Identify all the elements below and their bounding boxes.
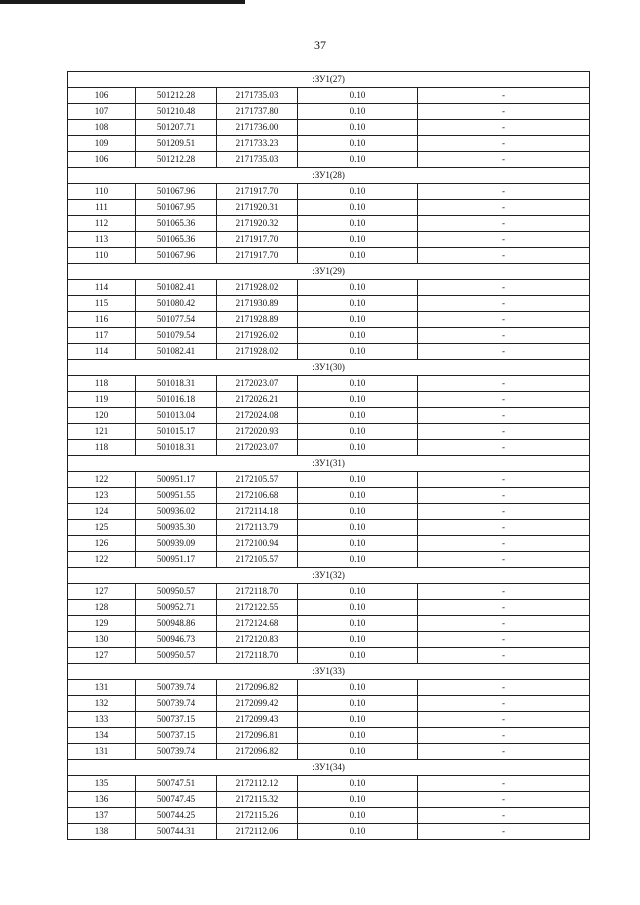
x-coordinate-cell: 500935.30: [136, 520, 217, 536]
accuracy-cell: 0.10: [298, 776, 418, 792]
y-coordinate-cell: 2172122.55: [217, 600, 298, 616]
description-cell: -: [418, 440, 590, 456]
accuracy-cell: 0.10: [298, 120, 418, 136]
accuracy-cell: 0.10: [298, 520, 418, 536]
accuracy-cell: 0.10: [298, 584, 418, 600]
group-header-row: [68, 664, 590, 680]
description-cell: -: [418, 648, 590, 664]
description-cell: -: [418, 184, 590, 200]
description-cell: -: [418, 344, 590, 360]
table-row: [68, 408, 590, 424]
x-coordinate-cell: 501018.31: [136, 376, 217, 392]
description-cell: -: [418, 552, 590, 568]
table-row: [68, 712, 590, 728]
x-coordinate-cell: 500936.02: [136, 504, 217, 520]
x-coordinate-cell: 500952.71: [136, 600, 217, 616]
y-coordinate-cell: 2171920.31: [217, 200, 298, 216]
x-coordinate-cell: 501210.48: [136, 104, 217, 120]
table-row: [68, 744, 590, 760]
group-header-row: [68, 264, 590, 280]
x-coordinate-cell: 501212.28: [136, 88, 217, 104]
point-number-cell: 120: [68, 408, 136, 424]
x-coordinate-cell: 501079.54: [136, 328, 217, 344]
x-coordinate-cell: 501209.51: [136, 136, 217, 152]
accuracy-cell: 0.10: [298, 376, 418, 392]
accuracy-cell: 0.10: [298, 296, 418, 312]
accuracy-cell: 0.10: [298, 344, 418, 360]
point-number-cell: 122: [68, 552, 136, 568]
y-coordinate-cell: 2171928.02: [217, 344, 298, 360]
coordinates-table-body: [68, 72, 590, 840]
group-header-row: [68, 360, 590, 376]
description-cell: -: [418, 712, 590, 728]
point-number-cell: 137: [68, 808, 136, 824]
group-header-row: [68, 168, 590, 184]
table-row: [68, 616, 590, 632]
point-number-cell: 118: [68, 440, 136, 456]
y-coordinate-cell: 2171926.02: [217, 328, 298, 344]
y-coordinate-cell: 2172118.70: [217, 648, 298, 664]
page-number: 37: [314, 38, 326, 52]
y-coordinate-cell: 2171736.00: [217, 120, 298, 136]
y-coordinate-cell: 2172099.43: [217, 712, 298, 728]
description-cell: -: [418, 616, 590, 632]
accuracy-cell: 0.10: [298, 616, 418, 632]
point-number-cell: 128: [68, 600, 136, 616]
description-cell: -: [418, 728, 590, 744]
accuracy-cell: 0.10: [298, 312, 418, 328]
description-cell: -: [418, 232, 590, 248]
accuracy-cell: 0.10: [298, 536, 418, 552]
table-row: [68, 312, 590, 328]
table-row: [68, 488, 590, 504]
group-header-row: [68, 72, 590, 88]
description-cell: -: [418, 536, 590, 552]
description-cell: -: [418, 216, 590, 232]
point-number-cell: 121: [68, 424, 136, 440]
point-number-cell: 116: [68, 312, 136, 328]
accuracy-cell: 0.10: [298, 712, 418, 728]
point-number-cell: 136: [68, 792, 136, 808]
point-number-cell: 135: [68, 776, 136, 792]
table-row: [68, 328, 590, 344]
point-number-cell: 106: [68, 152, 136, 168]
y-coordinate-cell: 2171917.70: [217, 232, 298, 248]
x-coordinate-cell: 500948.86: [136, 616, 217, 632]
parcel-title: :ЗУ1(27): [68, 72, 590, 88]
description-cell: -: [418, 88, 590, 104]
table-row: [68, 344, 590, 360]
point-number-cell: 133: [68, 712, 136, 728]
x-coordinate-cell: 501067.96: [136, 184, 217, 200]
description-cell: -: [418, 152, 590, 168]
description-cell: -: [418, 424, 590, 440]
point-number-cell: 124: [68, 504, 136, 520]
parcel-title: :ЗУ1(33): [68, 664, 590, 680]
point-number-cell: 122: [68, 472, 136, 488]
accuracy-cell: 0.10: [298, 824, 418, 840]
accuracy-cell: 0.10: [298, 248, 418, 264]
accuracy-cell: 0.10: [298, 600, 418, 616]
accuracy-cell: 0.10: [298, 104, 418, 120]
accuracy-cell: 0.10: [298, 488, 418, 504]
accuracy-cell: 0.10: [298, 504, 418, 520]
table-row: [68, 376, 590, 392]
point-number-cell: 115: [68, 296, 136, 312]
y-coordinate-cell: 2171735.03: [217, 88, 298, 104]
point-number-cell: 109: [68, 136, 136, 152]
point-number-cell: 126: [68, 536, 136, 552]
table-row: [68, 648, 590, 664]
table-row: [68, 104, 590, 120]
table-row: [68, 520, 590, 536]
table-row: [68, 824, 590, 840]
y-coordinate-cell: 2172026.21: [217, 392, 298, 408]
point-number-cell: 117: [68, 328, 136, 344]
y-coordinate-cell: 2172096.82: [217, 680, 298, 696]
point-number-cell: 131: [68, 680, 136, 696]
accuracy-cell: 0.10: [298, 440, 418, 456]
x-coordinate-cell: 501080.42: [136, 296, 217, 312]
description-cell: -: [418, 392, 590, 408]
table-row: [68, 776, 590, 792]
description-cell: -: [418, 792, 590, 808]
point-number-cell: 107: [68, 104, 136, 120]
table-row: [68, 680, 590, 696]
accuracy-cell: 0.10: [298, 200, 418, 216]
y-coordinate-cell: 2171917.70: [217, 248, 298, 264]
y-coordinate-cell: 2172115.32: [217, 792, 298, 808]
description-cell: -: [418, 696, 590, 712]
point-number-cell: 110: [68, 184, 136, 200]
accuracy-cell: 0.10: [298, 632, 418, 648]
table-row: [68, 808, 590, 824]
y-coordinate-cell: 2172105.57: [217, 552, 298, 568]
point-number-cell: 134: [68, 728, 136, 744]
y-coordinate-cell: 2172112.06: [217, 824, 298, 840]
y-coordinate-cell: 2171920.32: [217, 216, 298, 232]
x-coordinate-cell: 500951.17: [136, 552, 217, 568]
point-number-cell: 106: [68, 88, 136, 104]
y-coordinate-cell: 2171737.80: [217, 104, 298, 120]
x-coordinate-cell: 500939.09: [136, 536, 217, 552]
x-coordinate-cell: 501207.71: [136, 120, 217, 136]
description-cell: -: [418, 472, 590, 488]
point-number-cell: 114: [68, 280, 136, 296]
description-cell: -: [418, 136, 590, 152]
point-number-cell: 112: [68, 216, 136, 232]
accuracy-cell: 0.10: [298, 136, 418, 152]
table-row: [68, 296, 590, 312]
accuracy-cell: 0.10: [298, 648, 418, 664]
description-cell: -: [418, 408, 590, 424]
x-coordinate-cell: 500950.57: [136, 648, 217, 664]
table-row: [68, 216, 590, 232]
x-coordinate-cell: 500739.74: [136, 744, 217, 760]
parcel-title: :ЗУ1(29): [68, 264, 590, 280]
x-coordinate-cell: 500737.15: [136, 712, 217, 728]
description-cell: -: [418, 632, 590, 648]
accuracy-cell: 0.10: [298, 232, 418, 248]
parcel-title: :ЗУ1(30): [68, 360, 590, 376]
description-cell: -: [418, 824, 590, 840]
accuracy-cell: 0.10: [298, 472, 418, 488]
coordinates-table: [67, 71, 590, 840]
accuracy-cell: 0.10: [298, 728, 418, 744]
x-coordinate-cell: 500951.17: [136, 472, 217, 488]
accuracy-cell: 0.10: [298, 792, 418, 808]
y-coordinate-cell: 2172099.42: [217, 696, 298, 712]
parcel-title: :ЗУ1(34): [68, 760, 590, 776]
y-coordinate-cell: 2172096.82: [217, 744, 298, 760]
y-coordinate-cell: 2171917.70: [217, 184, 298, 200]
point-number-cell: 132: [68, 696, 136, 712]
description-cell: -: [418, 328, 590, 344]
table-row: [68, 280, 590, 296]
description-cell: -: [418, 248, 590, 264]
group-header-row: [68, 568, 590, 584]
table-row: [68, 632, 590, 648]
top-rule: [0, 0, 245, 4]
y-coordinate-cell: 2172124.68: [217, 616, 298, 632]
x-coordinate-cell: 500739.74: [136, 696, 217, 712]
y-coordinate-cell: 2172020.93: [217, 424, 298, 440]
point-number-cell: 114: [68, 344, 136, 360]
x-coordinate-cell: 500744.25: [136, 808, 217, 824]
description-cell: -: [418, 120, 590, 136]
table-row: [68, 728, 590, 744]
table-row: [68, 696, 590, 712]
table-row: [68, 536, 590, 552]
y-coordinate-cell: 2172100.94: [217, 536, 298, 552]
y-coordinate-cell: 2172114.18: [217, 504, 298, 520]
table-row: [68, 392, 590, 408]
table-row: [68, 584, 590, 600]
point-number-cell: 125: [68, 520, 136, 536]
point-number-cell: 111: [68, 200, 136, 216]
x-coordinate-cell: 500951.55: [136, 488, 217, 504]
x-coordinate-cell: 501016.18: [136, 392, 217, 408]
description-cell: -: [418, 600, 590, 616]
y-coordinate-cell: 2172024.08: [217, 408, 298, 424]
x-coordinate-cell: 501067.95: [136, 200, 217, 216]
y-coordinate-cell: 2171930.89: [217, 296, 298, 312]
table-row: [68, 136, 590, 152]
point-number-cell: 127: [68, 584, 136, 600]
description-cell: -: [418, 584, 590, 600]
accuracy-cell: 0.10: [298, 408, 418, 424]
description-cell: -: [418, 504, 590, 520]
description-cell: -: [418, 680, 590, 696]
x-coordinate-cell: 500747.51: [136, 776, 217, 792]
y-coordinate-cell: 2172096.81: [217, 728, 298, 744]
accuracy-cell: 0.10: [298, 744, 418, 760]
y-coordinate-cell: 2172023.07: [217, 440, 298, 456]
y-coordinate-cell: 2172105.57: [217, 472, 298, 488]
point-number-cell: 130: [68, 632, 136, 648]
point-number-cell: 119: [68, 392, 136, 408]
accuracy-cell: 0.10: [298, 152, 418, 168]
description-cell: -: [418, 104, 590, 120]
x-coordinate-cell: 501077.54: [136, 312, 217, 328]
accuracy-cell: 0.10: [298, 808, 418, 824]
y-coordinate-cell: 2171733.23: [217, 136, 298, 152]
point-number-cell: 129: [68, 616, 136, 632]
table-row: [68, 88, 590, 104]
accuracy-cell: 0.10: [298, 696, 418, 712]
description-cell: -: [418, 520, 590, 536]
x-coordinate-cell: 501015.17: [136, 424, 217, 440]
parcel-title: :ЗУ1(28): [68, 168, 590, 184]
accuracy-cell: 0.10: [298, 424, 418, 440]
x-coordinate-cell: 501013.04: [136, 408, 217, 424]
x-coordinate-cell: 501067.96: [136, 248, 217, 264]
table-row: [68, 200, 590, 216]
point-number-cell: 118: [68, 376, 136, 392]
y-coordinate-cell: 2171735.03: [217, 152, 298, 168]
description-cell: -: [418, 280, 590, 296]
x-coordinate-cell: 501018.31: [136, 440, 217, 456]
y-coordinate-cell: 2172112.12: [217, 776, 298, 792]
x-coordinate-cell: 500747.45: [136, 792, 217, 808]
description-cell: -: [418, 296, 590, 312]
accuracy-cell: 0.10: [298, 184, 418, 200]
x-coordinate-cell: 500946.73: [136, 632, 217, 648]
x-coordinate-cell: 500739.74: [136, 680, 217, 696]
x-coordinate-cell: 501212.28: [136, 152, 217, 168]
x-coordinate-cell: 500744.31: [136, 824, 217, 840]
x-coordinate-cell: 500737.15: [136, 728, 217, 744]
y-coordinate-cell: 2172113.79: [217, 520, 298, 536]
y-coordinate-cell: 2171928.89: [217, 312, 298, 328]
point-number-cell: 123: [68, 488, 136, 504]
point-number-cell: 108: [68, 120, 136, 136]
y-coordinate-cell: 2172120.83: [217, 632, 298, 648]
table-row: [68, 184, 590, 200]
table-row: [68, 424, 590, 440]
x-coordinate-cell: 501065.36: [136, 216, 217, 232]
table-row: [68, 600, 590, 616]
parcel-title: :ЗУ1(32): [68, 568, 590, 584]
y-coordinate-cell: 2172115.26: [217, 808, 298, 824]
table-row: [68, 152, 590, 168]
table-row: [68, 504, 590, 520]
accuracy-cell: 0.10: [298, 392, 418, 408]
description-cell: -: [418, 744, 590, 760]
description-cell: -: [418, 376, 590, 392]
y-coordinate-cell: 2171928.02: [217, 280, 298, 296]
y-coordinate-cell: 2172118.70: [217, 584, 298, 600]
accuracy-cell: 0.10: [298, 216, 418, 232]
group-header-row: [68, 456, 590, 472]
description-cell: -: [418, 200, 590, 216]
description-cell: -: [418, 488, 590, 504]
description-cell: -: [418, 808, 590, 824]
table-row: [68, 792, 590, 808]
x-coordinate-cell: 501065.36: [136, 232, 217, 248]
table-row: [68, 120, 590, 136]
point-number-cell: 110: [68, 248, 136, 264]
table-row: [68, 440, 590, 456]
table-row: [68, 552, 590, 568]
x-coordinate-cell: 501082.41: [136, 344, 217, 360]
accuracy-cell: 0.10: [298, 280, 418, 296]
point-number-cell: 131: [68, 744, 136, 760]
table-row: [68, 472, 590, 488]
accuracy-cell: 0.10: [298, 552, 418, 568]
group-header-row: [68, 760, 590, 776]
y-coordinate-cell: 2172023.07: [217, 376, 298, 392]
accuracy-cell: 0.10: [298, 88, 418, 104]
table-row: [68, 232, 590, 248]
table-row: [68, 248, 590, 264]
point-number-cell: 138: [68, 824, 136, 840]
description-cell: -: [418, 312, 590, 328]
point-number-cell: 127: [68, 648, 136, 664]
x-coordinate-cell: 501082.41: [136, 280, 217, 296]
y-coordinate-cell: 2172106.68: [217, 488, 298, 504]
parcel-title: :ЗУ1(31): [68, 456, 590, 472]
accuracy-cell: 0.10: [298, 328, 418, 344]
x-coordinate-cell: 500950.57: [136, 584, 217, 600]
accuracy-cell: 0.10: [298, 680, 418, 696]
description-cell: -: [418, 776, 590, 792]
point-number-cell: 113: [68, 232, 136, 248]
